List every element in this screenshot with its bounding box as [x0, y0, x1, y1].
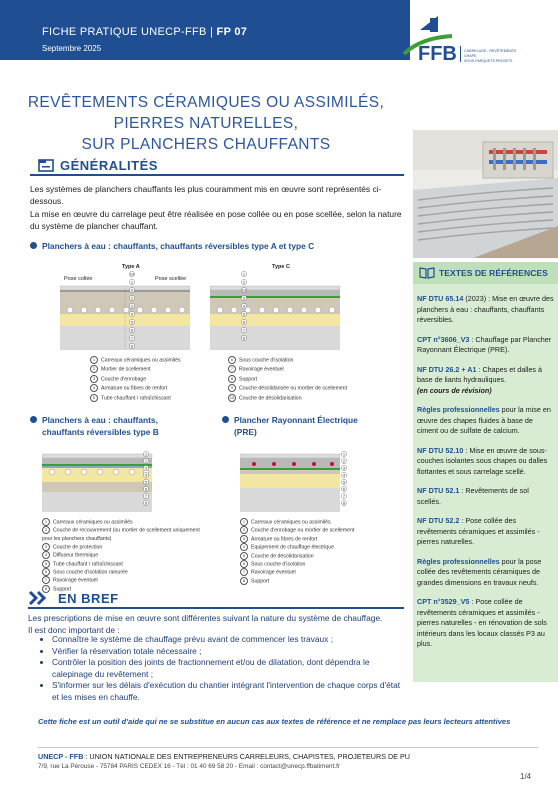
ffb-logo-icon: [400, 8, 550, 68]
floor-heating-photo: [413, 130, 558, 258]
page-number: 1/4: [520, 772, 532, 781]
bullet-type-a-c: Planchers à eau : chauffants, chauffants réversibles type A et type C: [30, 240, 410, 252]
svg-text:3: 3: [130, 303, 134, 309]
svg-text:FFB: FFB: [418, 43, 457, 65]
svg-text:Type C: Type C: [272, 264, 290, 270]
svg-text:4: 4: [144, 472, 148, 478]
reference-item: NF DTU 52.1 : Revêtements de sol scellés.: [417, 486, 529, 506]
legend-pre: 1 Carreaux céramiques ou assimilés 2 Couche d'enrobage ou mortier de scellement 3 Armature ou fibres de renfort 4 Equipement de chauffage électrique 5 Couche de désolidarisation 6 Sous couche d'isolation 7 Ravoirage éventuel 8 Support: [240, 518, 400, 585]
references-heading: TEXTES DE RÉFÉRENCES: [439, 268, 548, 278]
svg-text:7: 7: [130, 335, 134, 341]
legend-type-a-left: 1 Carreaux céramiques ou assimilés 2 Mortier de scellement 3 Couche d'enrobage 4 Armature ou fibres de renfort 5 Tube chauffant / rafraîchissant: [90, 356, 230, 403]
en-bref-intro: Les prescriptions de mise en œuvre sont différentes suivant la nature du système de chauffage. Il est donc important de :: [28, 613, 383, 635]
book-icon: [419, 267, 435, 279]
diagram-type-a-c: [60, 260, 350, 356]
svg-text:SOUS-PARQUETS PROJETS: SOUS-PARQUETS PROJETS: [464, 59, 513, 63]
generalites-paragraph-1: Les systèmes de planchers chauffants les plus couramment mis en œuvre sont représentés ci-dessous.: [30, 184, 382, 206]
svg-text:6: 6: [342, 486, 346, 492]
svg-text:3: 3: [144, 465, 148, 471]
bullet-pre: Plancher Rayonnant Électrique (PRE): [222, 414, 402, 438]
svg-text:2: 2: [242, 279, 246, 285]
svg-text:8: 8: [130, 343, 134, 349]
svg-text:4: 4: [130, 311, 134, 317]
reference-item: NF DTU 65.14 (2023) : Mise en œuvre des planchers à eau : chauffants, chauffants réversibles.: [417, 294, 554, 324]
section-heading-en-bref: EN BREF: [58, 591, 119, 606]
svg-text:6: 6: [144, 486, 148, 492]
svg-text:5: 5: [342, 479, 346, 485]
footer-divider: [38, 747, 538, 748]
svg-text:1: 1: [144, 451, 148, 457]
svg-text:8: 8: [242, 335, 246, 341]
svg-text:2: 2: [144, 458, 148, 464]
svg-text:3: 3: [242, 295, 246, 301]
section-heading-generalites: GÉNÉRALITÉS: [60, 158, 158, 173]
bullet-type-b: Planchers à eau : chauffants, chauffants réversibles type B: [30, 414, 210, 438]
disclaimer-note: Cette fiche est un outil d'aide qui ne se substitue en aucun cas aux textes de référence et ne remplace pas leurs lecteurs attentives: [38, 717, 511, 726]
footer-address: 7/9, rue La Pérouse - 75784 PARIS CEDEX 16 - Tél : 01 40 69 58 20 - Email : contact@unecp.ffbatiment.fr: [38, 763, 341, 770]
svg-text:1: 1: [130, 279, 134, 285]
svg-text:Type A: Type A: [122, 264, 140, 270]
svg-text:7: 7: [242, 327, 246, 333]
list-item: • Contrôler la position des joints de fractionnement et/ou de dilatation, dont dépendra le calepinage du revêtement ;: [52, 657, 408, 680]
svg-text:Pose scellée: Pose scellée: [155, 276, 187, 282]
reference-item: CPT n°3529_V5 : Pose collée de revêtements céramiques et assimilés - pierres naturelles - en rénovation de sols intérieurs dans les locaux classés P3 au plus.: [417, 597, 547, 648]
double-chevron-icon: [28, 590, 48, 606]
generalites-paragraph-2: La mise en œuvre du carrelage peut être réalisée en pose collée ou en pose scellée, selon la nature du système de plancher chauffant.: [30, 209, 402, 231]
sheet-date: Septembre 2025: [42, 44, 102, 53]
svg-text:6: 6: [242, 319, 246, 325]
svg-text:10: 10: [129, 271, 135, 277]
svg-text:8: 8: [342, 500, 346, 506]
reference-item: CPT n°3606_V3 : Chauffage par Plancher Rayonnant Électrique (PRE).: [417, 334, 552, 354]
legend-type-b: 1 Carreaux céramiques ou assimilés 2 Couche de recouvrement (ou mortier de scellement uniquement pour les planchers chauffants) 3 Couche de protection 4 Diffuseur thermique 5 Tube chauffant / rafraîchissant 6 Sous couche d'isolation rainurée 7 Ravoirage éventuel 8 Support: [42, 519, 200, 592]
svg-text:4: 4: [242, 303, 246, 309]
svg-text:3: 3: [342, 465, 346, 471]
reference-item: NF DTU 52.10 : Mise en œuvre de sous-couches isolantes sous chapes ou dalles flottantes et sous carrelage scellé.: [417, 445, 548, 476]
svg-text:1: 1: [342, 451, 346, 457]
list-item: • Connaître le système de chauffage prévu avant de commencer les travaux ;: [52, 634, 408, 646]
header-band: [0, 0, 410, 60]
svg-text:7: 7: [342, 493, 346, 499]
en-bref-list: [28, 634, 408, 703]
legend-type-a-right: 6 Sous couche d'isolation 7 Ravoirage éventuel 8 Support 9 Couche désolidarisée ou mortier de scellement 10 Couche de désolidarisation: [229, 357, 348, 401]
svg-text:5: 5: [242, 311, 246, 317]
svg-text:CARRELAGE - REVÊTEMENTS: CARRELAGE - REVÊTEMENTS: [464, 49, 517, 53]
reference-item: Règles professionnelles pour la pose collée des revêtements céramiques de grandes dimensions en travaux neufs.: [417, 556, 542, 587]
footer-organization: UNECP - FFB : UNION NATIONALE DES ENTREPRENEURS CARRELEURS, CHAPISTES, PROJETEURS DE PU: [38, 752, 410, 761]
svg-text:8: 8: [144, 500, 148, 506]
references-sidebar: [413, 262, 558, 682]
section-rule: [30, 174, 404, 176]
svg-text:5: 5: [130, 319, 134, 325]
svg-text:5: 5: [144, 479, 148, 485]
section-rule-en-bref: [28, 607, 404, 609]
svg-text:9: 9: [130, 287, 134, 293]
folder-icon: [38, 157, 54, 173]
page-title: REVÊTEMENTS CÉRAMIQUES OU ASSIMILÉS, PIERRES NATURELLES, SUR PLANCHERS CHAUFFANTS: [27, 94, 385, 153]
svg-text:2: 2: [342, 458, 346, 464]
svg-text:1: 1: [242, 271, 246, 277]
svg-text:6: 6: [130, 327, 134, 333]
svg-text:2: 2: [130, 295, 134, 301]
sheet-title: FICHE PRATIQUE UNECP-FFB | FP 07: [42, 26, 248, 38]
svg-text:10: 10: [241, 287, 247, 293]
ffb-logo: [400, 8, 550, 68]
svg-text:CHAPE: CHAPE: [464, 54, 477, 58]
reference-item: NF DTU 26.2 + A1 : Chapes et dalles à base de liants hydrauliques. (en cours de révision): [417, 364, 542, 395]
svg-text:4: 4: [342, 472, 346, 478]
svg-text:Pose collée: Pose collée: [64, 276, 93, 282]
svg-text:7: 7: [144, 493, 148, 499]
diagram-pre: [240, 450, 400, 514]
reference-item: NF DTU 52.2 : Pose collée des revêtements céramiques et assimilés - pierres naturelles.: [417, 516, 540, 546]
references-list: [417, 294, 554, 659]
list-item: • Vérifier la réservation totale nécessaire ;: [52, 646, 408, 658]
diagram-type-b: [42, 450, 202, 514]
reference-item: Règles professionnelles pour la mise en œuvre des chapes fluides à base de ciment ou de sulfate de calcium.: [417, 405, 551, 435]
list-item: • S'informer sur les délais d'exécution du chantier intégrant l'intervention de chaque corps d'état et les mises en chauffe.: [52, 680, 408, 703]
